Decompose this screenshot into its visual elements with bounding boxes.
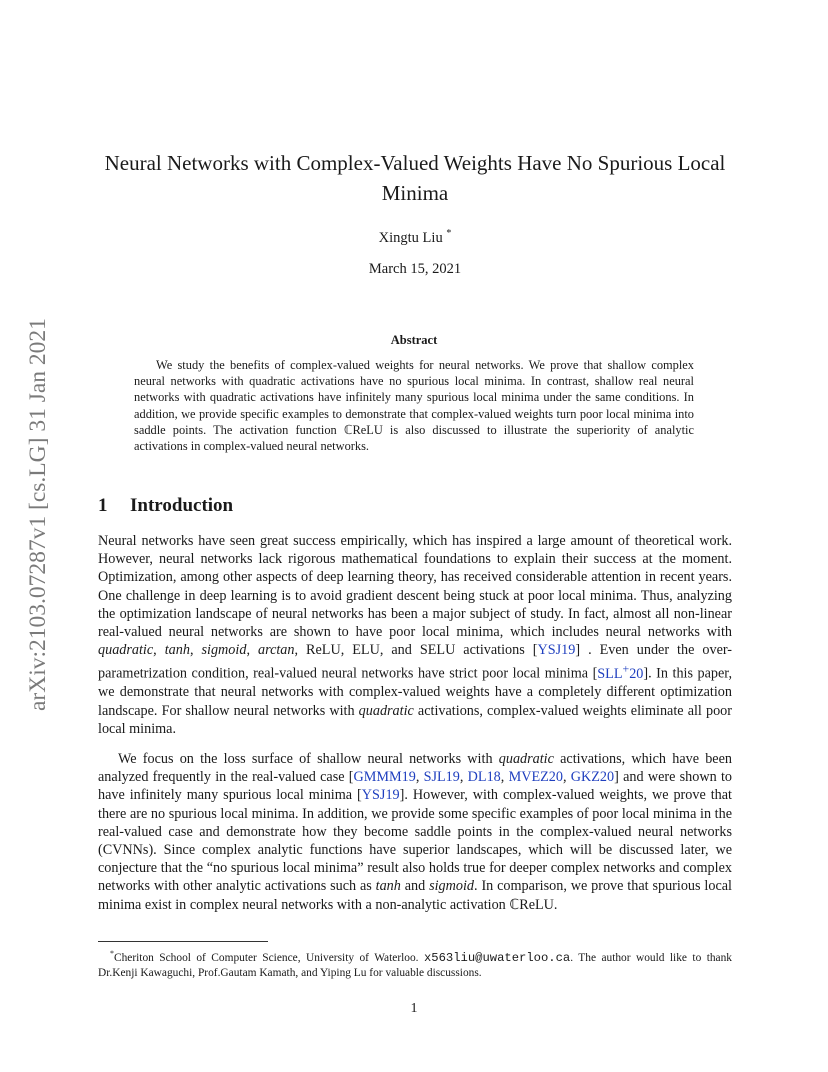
text-run: . Even under the over-parametrization condition, real-valued neural networks have strict poor local minima [98,642,733,683]
footnote-rule [98,941,268,942]
footnote [98,947,732,980]
footnote-thanks: . The author would like to thank Dr.Kenji Kawaguchi, Prof.Gautam Kamath, and Yiping Lu for valuable discussions. [98,951,732,979]
footnote-email[interactable]: x563liu@uwaterloo.ca [423,950,571,965]
arxiv-identifier: arXiv:2103.07287v1 [cs.LG] 31 Jan 2021 [25,318,51,712]
term-quadratic: quadratic [498,751,554,767]
term-quadratic: quadratic [98,642,154,659]
section-heading [98,495,738,517]
section-number: 1 [98,495,108,516]
citation-link[interactable] [597,661,644,683]
text-run: . In comparison, we prove that spurious local minima exist in complex neural networks with a non-analytic activation ℂReLU. [98,878,732,913]
text-run: , ReLU, ELU, and SELU activations [294,642,533,659]
author-footnote-mark[interactable]: * [446,228,452,239]
citation-sup: + [622,661,630,676]
text-run: activations, complex-valued weights eliminate all poor local minima. [98,702,732,737]
footnote-affiliation: Cheriton School of Computer Science, University of Waterloo. [114,951,424,964]
abstract-text: We study the benefits of complex-valued weights for neural networks. We prove that shallow complex neural networks with quadratic activations have no spurious local minima. In contrast, shallow real neural networks with quadratic activations have infinitely many spurious local minima under the same conditions. In addition, we provide specific examples to demonstrate that complex-valued weights turn poor local minima into saddle points. The activation function ℂReLU is also discussed to illustrate the superiority of analytic activations in complex-valued neural networks. [134,358,694,454]
term-tanh: tanh [164,642,190,659]
text-run: Neural networks have seen great success empirically, which has inspired a large amount of theoretical work. However, neural networks lack rigorous mathematical foundations to explain their success at the moment. Optimization, among other aspects of deep learning theory, has received considerable attention in recent years. One challenge in deep learning is to avoid gradient descent being stuck at poor local minima. Thus, analyzing the optimization landscape of neural networks has been a major subject of study. In fact, almost all non-linear real-valued neural networks are shown to have poor local minima, which includes neural networks with [98,533,732,641]
term-quadratic: quadratic [358,702,414,719]
text-run: . However, with complex-valued weights, we prove that there are no spurious local minima. In addition, we provide some specific examples of poor local minima in the real-valued case and demonstrate how they become saddle points in the complex-valued neural networks (CVNNs). Since complex analytic functions have superior landscapes, which will be discussed later, we conjecture that the “no spurious local minima” result also holds true for deeper complex networks and complex networks with other analytic activations such as [98,787,732,895]
citation-link[interactable]: GMMM19 [353,769,416,786]
term-sigmoid: sigmoid [201,642,247,659]
paper-date: March 15, 2021 [368,261,462,277]
citation-link[interactable]: SJL19 [423,769,460,786]
footnote-mark: * [110,949,114,958]
term-sigmoid: sigmoid [429,878,475,895]
term-arctan: arctan [257,642,295,659]
author-name: Xingtu Liu [378,229,443,246]
text-run: activations, which have been analyzed frequently in the real-valued case [98,751,732,786]
paper-title: Neural Networks with Complex-Valued Weights Have No Spurious Local Minima [104,151,726,205]
citation-key: SLL [597,666,623,683]
abstract-heading: Abstract [390,333,438,347]
citation-link[interactable]: YSJ19 [361,787,400,804]
text-run: . In this paper, we demonstrate that neural networks with complex-valued weights have a completely different optimization landscape. For shallow neural networks with [98,666,732,719]
author-line [90,228,740,247]
text-run: and [400,878,430,895]
citation-link[interactable]: DL18 [467,769,501,786]
text-run: and were shown to have infinitely many spurious local minima [98,769,732,804]
page-number: 1 [410,1001,418,1016]
citation-link[interactable]: MVEZ20 [508,769,563,786]
citation-link[interactable]: GKZ20 [570,769,615,786]
citation-link[interactable]: YSJ19 [537,642,576,659]
section-title: Introduction [130,495,234,516]
intro-paragraph-1: Neural networks have seen great success empirically, which has inspired a large amount of theoretical work. However, neural networks lack rigorous mathematical foundations to explain their success at the moment. Optimization, among other aspects of deep learning theory, has received considerable attention in recent years. One challenge in deep learning is to avoid gradient descent being stuck at poor local minima. Thus, analyzing the optimization landscape of neural networks has been a major subject of study. In fact, almost all non-linear real-valued neural networks are shown to have poor local minima, which includes neural networks with quadratic, tanh, sigmoid, arctan, ReLU, ELU, and SELU activations [YSJ19] . Even under the over-parametrization condition, real-valued neural networks have strict poor local minima [SLL+20]. In this paper, we demonstrate that neural networks with complex-valued weights have a completely different optimization landscape. For shallow neural networks with quadratic activations, complex-valued weights eliminate all poor local minima. [98,533,733,737]
intro-paragraph-2: We focus on the loss surface of shallow neural networks with quadratic activations, which have been analyzed frequently in the real-valued case [GMMM19, SJL19, DL18, MVEZ20, GKZ20] and were shown to have infinitely many spurious local minima [YSJ19]. However, with complex-valued weights, we prove that there are no spurious local minima. In addition, we provide some specific examples of poor local minima in the real-valued case and demonstrate how they become saddle points in the complex-valued neural networks (CVNNs). Since complex analytic functions have superior landscapes, which will be discussed later, we conjecture that the “no spurious local minima” result also holds true for deeper complex networks and complex networks with other analytic activations such as tanh and sigmoid. In comparison, we prove that spurious local minima exist in complex neural networks with a non-analytic activation ℂReLU. [98,751,732,913]
citation-year: 20 [629,666,644,683]
term-tanh: tanh [375,878,401,895]
text-run: We focus on the loss surface of shallow neural networks with [118,751,499,767]
